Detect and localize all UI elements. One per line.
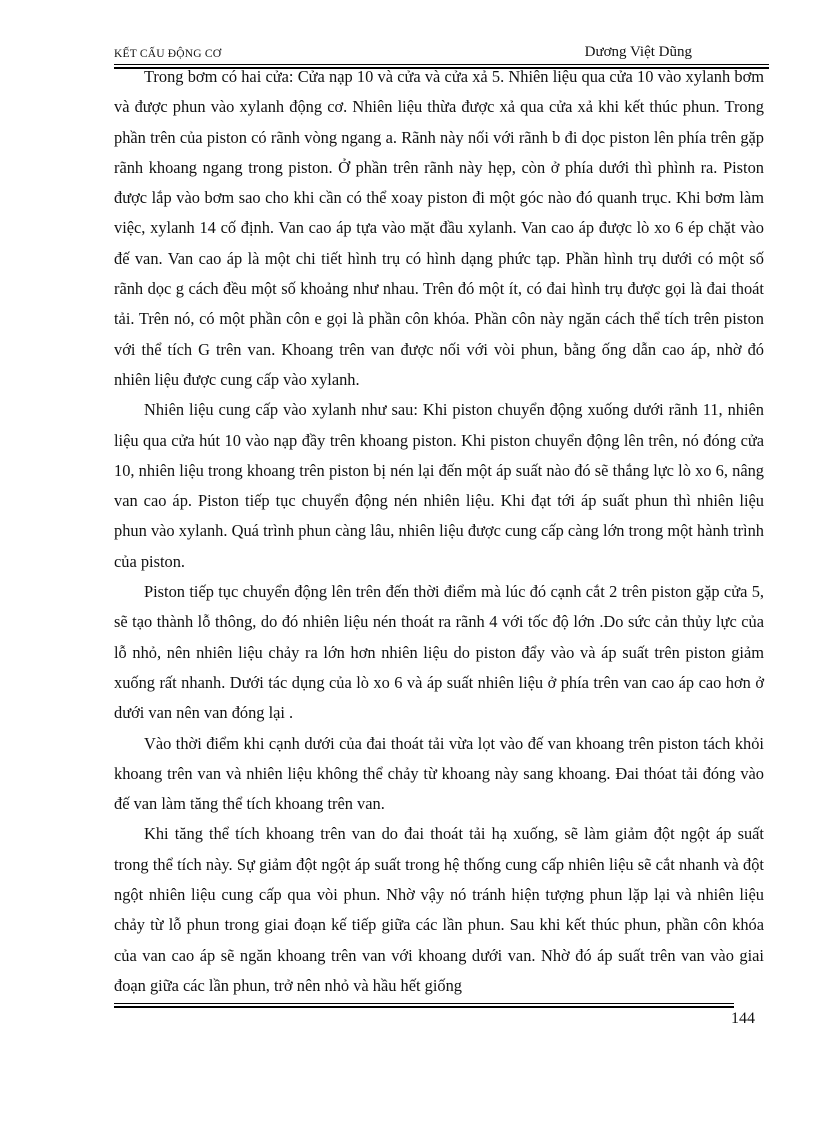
header-title: KẾT CẤU ĐỘNG CƠ bbox=[114, 48, 222, 60]
footer-rule-thick bbox=[114, 1006, 734, 1008]
footer-rule-thin bbox=[114, 1003, 734, 1004]
paragraph: Vào thời điểm khi cạnh dưới của đai thoát tải vừa lọt vào đế van khoang trên piston tách khỏi khoang trên van và nhiên liệu không thể chảy từ khoang này sang khoang. Đai thóat tải đóng vào đế van làm tăng thể tích khoang trên van. bbox=[114, 733, 764, 814]
paragraph: Trong bơm có hai cửa: Cửa nạp 10 và cửa và cửa xả 5. Nhiên liệu qua cửa 10 vào xylanh bơm và được phun vào xylanh động cơ. Nhiên liệu thừa được xả qua cửa xả khi kết thúc phun. Trong phần trên của piston có rãnh vòng ngang a. Rãnh này nối với rãnh b đi dọc piston lên phía trên gặp rãnh khoang ngang trong piston. Ở phần trên rãnh này hẹp, còn ở phía dưới thì phình ra. Piston được lắp vào bơm sao cho khi cần có thể xoay piston đi một góc nào đó quanh trục. Khi bơm làm việc, xylanh 14 cố định. Van cao áp tựa vào mặt đầu xylanh. Van cao áp được lò xo 6 ép chặt vào đế van. Van cao áp là một chi tiết hình trụ có hình dạng phức tạp. Phần hình trụ dưới có một số rãnh dọc g cách đều một số khoảng như nhau. Trên đó một ít, có đai hình trụ được gọi là đai thoát tải. Trên nó, có một phần côn e gọi là phần côn khóa. Phần côn này ngăn cách thể tích trên piston với thể tích G trên van. Khoang trên van được nối với vòi phun, bằng ống dẫn cao áp, nhờ đó nhiên liệu được cung cấp vào xylanh. bbox=[114, 67, 764, 389]
page-number: 144 bbox=[731, 1010, 755, 1027]
paragraph: Nhiên liệu cung cấp vào xylanh như sau: Khi piston chuyển động xuống dưới rãnh 11, nhiên liệu qua cửa hút 10 vào nạp đầy trên khoang piston. Khi piston chuyển động lên trên, nó đóng cửa 10, nhiên liệu trong khoang trên piston bị nén lại đến một áp suất nào đó sẽ thắng lực lò xo 6, nâng van cao áp. Piston tiếp tục chuyển động nén nhiên liệu. Khi đạt tới áp suất phun thì nhiên liệu phun vào xylanh. Quá trình phun càng lâu, nhiên liệu được cung cấp càng lớn trong một hành trình của piston. bbox=[114, 400, 764, 571]
body-text bbox=[114, 62, 764, 1001]
header-author: Dương Việt Dũng bbox=[584, 44, 692, 60]
paragraph: Piston tiếp tục chuyển động lên trên đến thời điểm mà lúc đó cạnh cắt 2 trên piston gặp cửa 5, sẽ tạo thành lỗ thông, do đó nhiên liệu nén thoát ra rãnh 4 với tốc độ lớn .Do sức cản thủy lực của lỗ nhỏ, nên nhiên liệu chảy ra lớn hơn nhiên liệu do piston đẩy vào và áp suất trên piston giảm xuống rất nhanh. Dưới tác dụng của lò xo 6 và áp suất nhiên liệu ở phía trên van cao áp cao hơn ở dưới van nên van đóng lại . bbox=[114, 582, 764, 723]
paragraph: Khi tăng thể tích khoang trên van do đai thoát tải hạ xuống, sẽ làm giảm đột ngột áp suất trong thể tích này. Sự giảm đột ngột áp suất trong hệ thống cung cấp nhiên liệu sẽ cắt nhanh và đột ngột nhiên liệu cung cấp qua vòi phun. Nhờ vậy nó tránh hiện tượng phun lặp lại và nhiên liệu chảy từ lỗ phun trong giai đoạn kế tiếp giữa các lần phun. Sau khi kết thúc phun, phần côn khóa của van cao áp sẽ ngăn khoang trên van với khoang dưới van. Nhờ đó áp suất trên van vào giai đoạn giữa các lần phun, trở nên nhỏ và hầu hết giống bbox=[114, 824, 764, 995]
